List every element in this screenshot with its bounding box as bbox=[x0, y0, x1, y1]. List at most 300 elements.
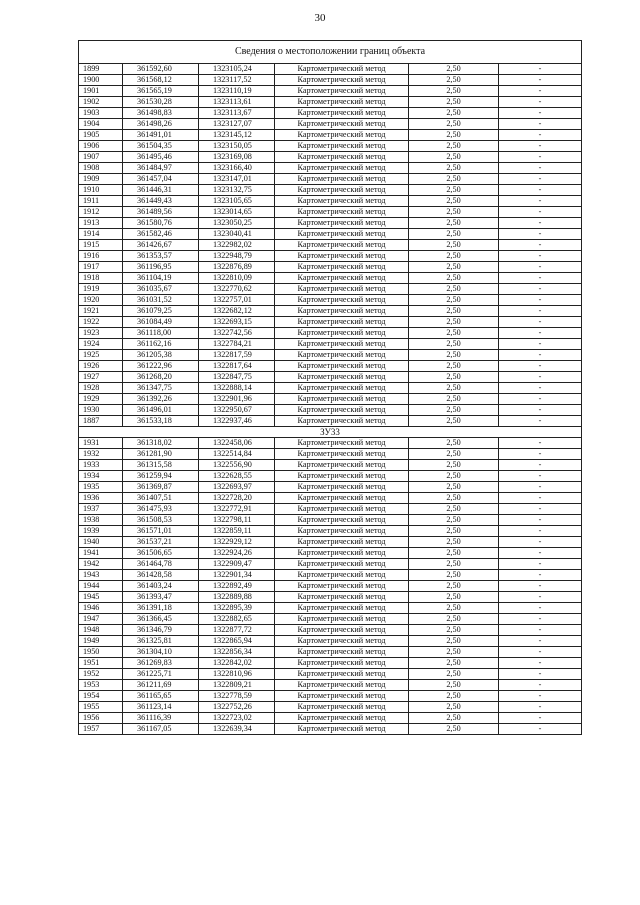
table-row bbox=[79, 526, 582, 537]
point-number-cell: 1916 bbox=[79, 251, 123, 262]
y-coordinate-cell: 1322742,56 bbox=[199, 328, 275, 339]
method-cell: Картометрический метод bbox=[275, 317, 409, 328]
x-coordinate-cell: 361084,49 bbox=[123, 317, 199, 328]
description-cell: - bbox=[499, 537, 582, 548]
accuracy-cell: 2,50 bbox=[409, 152, 499, 163]
accuracy-cell: 2,50 bbox=[409, 548, 499, 559]
point-number-cell: 1955 bbox=[79, 702, 123, 713]
y-coordinate-cell: 1322901,34 bbox=[199, 570, 275, 581]
y-coordinate-cell: 1322950,67 bbox=[199, 405, 275, 416]
description-cell: - bbox=[499, 504, 582, 515]
accuracy-cell: 2,50 bbox=[409, 350, 499, 361]
point-number-cell: 1920 bbox=[79, 295, 123, 306]
table-row bbox=[79, 317, 582, 328]
accuracy-cell: 2,50 bbox=[409, 405, 499, 416]
x-coordinate-cell: 361196,95 bbox=[123, 262, 199, 273]
description-cell: - bbox=[499, 603, 582, 614]
table-row bbox=[79, 174, 582, 185]
description-cell: - bbox=[499, 460, 582, 471]
accuracy-cell: 2,50 bbox=[409, 592, 499, 603]
description-cell: - bbox=[499, 581, 582, 592]
point-number-cell: 1906 bbox=[79, 141, 123, 152]
y-coordinate-cell: 1322639,34 bbox=[199, 724, 275, 735]
x-coordinate-cell: 361403,24 bbox=[123, 581, 199, 592]
description-cell: - bbox=[499, 449, 582, 460]
point-number-cell: 1947 bbox=[79, 614, 123, 625]
method-cell: Картометрический метод bbox=[275, 526, 409, 537]
description-cell: - bbox=[499, 702, 582, 713]
accuracy-cell: 2,50 bbox=[409, 218, 499, 229]
table-row bbox=[79, 614, 582, 625]
accuracy-cell: 2,50 bbox=[409, 658, 499, 669]
accuracy-cell: 2,50 bbox=[409, 702, 499, 713]
method-cell: Картометрический метод bbox=[275, 504, 409, 515]
x-coordinate-cell: 361580,76 bbox=[123, 218, 199, 229]
table-row bbox=[79, 141, 582, 152]
accuracy-cell: 2,50 bbox=[409, 207, 499, 218]
y-coordinate-cell: 1322723,02 bbox=[199, 713, 275, 724]
y-coordinate-cell: 1322810,09 bbox=[199, 273, 275, 284]
description-cell: - bbox=[499, 570, 582, 581]
description-cell: - bbox=[499, 152, 582, 163]
y-coordinate-cell: 1322901,96 bbox=[199, 394, 275, 405]
y-coordinate-cell: 1323166,40 bbox=[199, 163, 275, 174]
description-cell: - bbox=[499, 108, 582, 119]
accuracy-cell: 2,50 bbox=[409, 262, 499, 273]
description-cell: - bbox=[499, 262, 582, 273]
accuracy-cell: 2,50 bbox=[409, 493, 499, 504]
method-cell: Картометрический метод bbox=[275, 405, 409, 416]
x-coordinate-cell: 361222,96 bbox=[123, 361, 199, 372]
point-number-cell: 1928 bbox=[79, 383, 123, 394]
method-cell: Картометрический метод bbox=[275, 702, 409, 713]
description-cell: - bbox=[499, 284, 582, 295]
table-row bbox=[79, 559, 582, 570]
method-cell: Картометрический метод bbox=[275, 284, 409, 295]
table-caption-row bbox=[79, 41, 582, 64]
description-cell: - bbox=[499, 273, 582, 284]
point-number-cell: 1926 bbox=[79, 361, 123, 372]
description-cell: - bbox=[499, 559, 582, 570]
x-coordinate-cell: 361592,60 bbox=[123, 64, 199, 75]
x-coordinate-cell: 361565,19 bbox=[123, 86, 199, 97]
y-coordinate-cell: 1322682,12 bbox=[199, 306, 275, 317]
table-row bbox=[79, 625, 582, 636]
y-coordinate-cell: 1322895,39 bbox=[199, 603, 275, 614]
accuracy-cell: 2,50 bbox=[409, 108, 499, 119]
method-cell: Картометрический метод bbox=[275, 482, 409, 493]
y-coordinate-cell: 1322948,79 bbox=[199, 251, 275, 262]
method-cell: Картометрический метод bbox=[275, 548, 409, 559]
x-coordinate-cell: 361325,81 bbox=[123, 636, 199, 647]
y-coordinate-cell: 1322859,11 bbox=[199, 526, 275, 537]
description-cell: - bbox=[499, 372, 582, 383]
boundary-coordinates-table bbox=[78, 40, 582, 735]
point-number-cell: 1950 bbox=[79, 647, 123, 658]
table-row bbox=[79, 460, 582, 471]
y-coordinate-cell: 1322889,88 bbox=[199, 592, 275, 603]
y-coordinate-cell: 1322810,96 bbox=[199, 669, 275, 680]
accuracy-cell: 2,50 bbox=[409, 383, 499, 394]
section-row bbox=[79, 427, 582, 438]
y-coordinate-cell: 1322514,84 bbox=[199, 449, 275, 460]
x-coordinate-cell: 361464,78 bbox=[123, 559, 199, 570]
description-cell: - bbox=[499, 75, 582, 86]
x-coordinate-cell: 361392,26 bbox=[123, 394, 199, 405]
point-number-cell: 1904 bbox=[79, 119, 123, 130]
accuracy-cell: 2,50 bbox=[409, 130, 499, 141]
x-coordinate-cell: 361318,02 bbox=[123, 438, 199, 449]
x-coordinate-cell: 361428,58 bbox=[123, 570, 199, 581]
x-coordinate-cell: 361475,93 bbox=[123, 504, 199, 515]
description-cell: - bbox=[499, 163, 582, 174]
y-coordinate-cell: 1323145,12 bbox=[199, 130, 275, 141]
table-row bbox=[79, 75, 582, 86]
point-number-cell: 1943 bbox=[79, 570, 123, 581]
y-coordinate-cell: 1323113,61 bbox=[199, 97, 275, 108]
table-row bbox=[79, 229, 582, 240]
description-cell: - bbox=[499, 405, 582, 416]
description-cell: - bbox=[499, 317, 582, 328]
point-number-cell: 1957 bbox=[79, 724, 123, 735]
description-cell: - bbox=[499, 185, 582, 196]
description-cell: - bbox=[499, 130, 582, 141]
x-coordinate-cell: 361506,65 bbox=[123, 548, 199, 559]
accuracy-cell: 2,50 bbox=[409, 515, 499, 526]
table-row bbox=[79, 515, 582, 526]
accuracy-cell: 2,50 bbox=[409, 141, 499, 152]
x-coordinate-cell: 361281,90 bbox=[123, 449, 199, 460]
table-row bbox=[79, 350, 582, 361]
description-cell: - bbox=[499, 328, 582, 339]
x-coordinate-cell: 361104,19 bbox=[123, 273, 199, 284]
accuracy-cell: 2,50 bbox=[409, 526, 499, 537]
point-number-cell: 1949 bbox=[79, 636, 123, 647]
table-row bbox=[79, 372, 582, 383]
x-coordinate-cell: 361225,71 bbox=[123, 669, 199, 680]
y-coordinate-cell: 1322693,97 bbox=[199, 482, 275, 493]
x-coordinate-cell: 361530,28 bbox=[123, 97, 199, 108]
point-number-cell: 1922 bbox=[79, 317, 123, 328]
description-cell: - bbox=[499, 482, 582, 493]
table-row bbox=[79, 482, 582, 493]
description-cell: - bbox=[499, 207, 582, 218]
table-row bbox=[79, 218, 582, 229]
description-cell: - bbox=[499, 350, 582, 361]
point-number-cell: 1918 bbox=[79, 273, 123, 284]
point-number-cell: 1945 bbox=[79, 592, 123, 603]
accuracy-cell: 2,50 bbox=[409, 680, 499, 691]
method-cell: Картометрический метод bbox=[275, 295, 409, 306]
description-cell: - bbox=[499, 97, 582, 108]
y-coordinate-cell: 1322728,20 bbox=[199, 493, 275, 504]
table-row bbox=[79, 713, 582, 724]
y-coordinate-cell: 1322982,02 bbox=[199, 240, 275, 251]
table-row bbox=[79, 394, 582, 405]
x-coordinate-cell: 361304,10 bbox=[123, 647, 199, 658]
description-cell: - bbox=[499, 383, 582, 394]
point-number-cell: 1912 bbox=[79, 207, 123, 218]
method-cell: Картометрический метод bbox=[275, 449, 409, 460]
point-number-cell: 1924 bbox=[79, 339, 123, 350]
table-row bbox=[79, 240, 582, 251]
accuracy-cell: 2,50 bbox=[409, 75, 499, 86]
x-coordinate-cell: 361496,01 bbox=[123, 405, 199, 416]
x-coordinate-cell: 361205,38 bbox=[123, 350, 199, 361]
point-number-cell: 1901 bbox=[79, 86, 123, 97]
accuracy-cell: 2,50 bbox=[409, 339, 499, 350]
x-coordinate-cell: 361211,69 bbox=[123, 680, 199, 691]
accuracy-cell: 2,50 bbox=[409, 504, 499, 515]
method-cell: Картометрический метод bbox=[275, 218, 409, 229]
x-coordinate-cell: 361449,43 bbox=[123, 196, 199, 207]
method-cell: Картометрический метод bbox=[275, 207, 409, 218]
table-row bbox=[79, 339, 582, 350]
x-coordinate-cell: 361457,04 bbox=[123, 174, 199, 185]
y-coordinate-cell: 1323105,24 bbox=[199, 64, 275, 75]
accuracy-cell: 2,50 bbox=[409, 174, 499, 185]
description-cell: - bbox=[499, 493, 582, 504]
table-row bbox=[79, 383, 582, 394]
description-cell: - bbox=[499, 592, 582, 603]
description-cell: - bbox=[499, 64, 582, 75]
table-row bbox=[79, 64, 582, 75]
y-coordinate-cell: 1323117,52 bbox=[199, 75, 275, 86]
table-row bbox=[79, 570, 582, 581]
method-cell: Картометрический метод bbox=[275, 658, 409, 669]
y-coordinate-cell: 1322909,47 bbox=[199, 559, 275, 570]
x-coordinate-cell: 361118,00 bbox=[123, 328, 199, 339]
description-cell: - bbox=[499, 196, 582, 207]
description-cell: - bbox=[499, 174, 582, 185]
y-coordinate-cell: 1323110,19 bbox=[199, 86, 275, 97]
table-row bbox=[79, 603, 582, 614]
table-row bbox=[79, 119, 582, 130]
table-row bbox=[79, 592, 582, 603]
point-number-cell: 1944 bbox=[79, 581, 123, 592]
method-cell: Картометрический метод bbox=[275, 119, 409, 130]
y-coordinate-cell: 1322752,26 bbox=[199, 702, 275, 713]
point-number-cell: 1887 bbox=[79, 416, 123, 427]
point-number-cell: 1953 bbox=[79, 680, 123, 691]
description-cell: - bbox=[499, 251, 582, 262]
description-cell: - bbox=[499, 141, 582, 152]
x-coordinate-cell: 361353,57 bbox=[123, 251, 199, 262]
table-row bbox=[79, 251, 582, 262]
table-row bbox=[79, 295, 582, 306]
method-cell: Картометрический метод bbox=[275, 185, 409, 196]
x-coordinate-cell: 361269,83 bbox=[123, 658, 199, 669]
description-cell: - bbox=[499, 713, 582, 724]
accuracy-cell: 2,50 bbox=[409, 625, 499, 636]
method-cell: Картометрический метод bbox=[275, 273, 409, 284]
method-cell: Картометрический метод bbox=[275, 75, 409, 86]
x-coordinate-cell: 361079,25 bbox=[123, 306, 199, 317]
point-number-cell: 1934 bbox=[79, 471, 123, 482]
y-coordinate-cell: 1322817,59 bbox=[199, 350, 275, 361]
accuracy-cell: 2,50 bbox=[409, 64, 499, 75]
accuracy-cell: 2,50 bbox=[409, 537, 499, 548]
x-coordinate-cell: 361407,51 bbox=[123, 493, 199, 504]
y-coordinate-cell: 1322817,64 bbox=[199, 361, 275, 372]
table-row bbox=[79, 438, 582, 449]
x-coordinate-cell: 361347,75 bbox=[123, 383, 199, 394]
description-cell: - bbox=[499, 394, 582, 405]
table-row bbox=[79, 284, 582, 295]
method-cell: Картометрический метод bbox=[275, 559, 409, 570]
accuracy-cell: 2,50 bbox=[409, 229, 499, 240]
method-cell: Картометрический метод bbox=[275, 86, 409, 97]
x-coordinate-cell: 361346,79 bbox=[123, 625, 199, 636]
table-row bbox=[79, 306, 582, 317]
point-number-cell: 1952 bbox=[79, 669, 123, 680]
y-coordinate-cell: 1322924,26 bbox=[199, 548, 275, 559]
point-number-cell: 1940 bbox=[79, 537, 123, 548]
table-row bbox=[79, 702, 582, 713]
method-cell: Картометрический метод bbox=[275, 713, 409, 724]
point-number-cell: 1921 bbox=[79, 306, 123, 317]
description-cell: - bbox=[499, 515, 582, 526]
x-coordinate-cell: 361484,97 bbox=[123, 163, 199, 174]
description-cell: - bbox=[499, 548, 582, 559]
description-cell: - bbox=[499, 438, 582, 449]
y-coordinate-cell: 1323050,25 bbox=[199, 218, 275, 229]
point-number-cell: 1956 bbox=[79, 713, 123, 724]
x-coordinate-cell: 361391,18 bbox=[123, 603, 199, 614]
description-cell: - bbox=[499, 339, 582, 350]
description-cell: - bbox=[499, 526, 582, 537]
y-coordinate-cell: 1322757,01 bbox=[199, 295, 275, 306]
method-cell: Картометрический метод bbox=[275, 460, 409, 471]
table-row bbox=[79, 658, 582, 669]
accuracy-cell: 2,50 bbox=[409, 119, 499, 130]
point-number-cell: 1942 bbox=[79, 559, 123, 570]
y-coordinate-cell: 1322809,21 bbox=[199, 680, 275, 691]
point-number-cell: 1941 bbox=[79, 548, 123, 559]
table-row bbox=[79, 262, 582, 273]
table-row bbox=[79, 581, 582, 592]
method-cell: Картометрический метод bbox=[275, 493, 409, 504]
method-cell: Картометрический метод bbox=[275, 603, 409, 614]
table-row bbox=[79, 647, 582, 658]
method-cell: Картометрический метод bbox=[275, 339, 409, 350]
point-number-cell: 1914 bbox=[79, 229, 123, 240]
x-coordinate-cell: 361165,65 bbox=[123, 691, 199, 702]
y-coordinate-cell: 1323014,65 bbox=[199, 207, 275, 218]
accuracy-cell: 2,50 bbox=[409, 86, 499, 97]
x-coordinate-cell: 361508,53 bbox=[123, 515, 199, 526]
x-coordinate-cell: 361369,87 bbox=[123, 482, 199, 493]
method-cell: Картометрический метод bbox=[275, 614, 409, 625]
y-coordinate-cell: 1322847,75 bbox=[199, 372, 275, 383]
table-row bbox=[79, 548, 582, 559]
table-row bbox=[79, 152, 582, 163]
accuracy-cell: 2,50 bbox=[409, 570, 499, 581]
point-number-cell: 1932 bbox=[79, 449, 123, 460]
method-cell: Картометрический метод bbox=[275, 240, 409, 251]
method-cell: Картометрический метод bbox=[275, 680, 409, 691]
description-cell: - bbox=[499, 724, 582, 735]
method-cell: Картометрический метод bbox=[275, 570, 409, 581]
x-coordinate-cell: 361537,21 bbox=[123, 537, 199, 548]
y-coordinate-cell: 1322772,91 bbox=[199, 504, 275, 515]
table-row bbox=[79, 416, 582, 427]
accuracy-cell: 2,50 bbox=[409, 163, 499, 174]
method-cell: Картометрический метод bbox=[275, 416, 409, 427]
accuracy-cell: 2,50 bbox=[409, 273, 499, 284]
accuracy-cell: 2,50 bbox=[409, 185, 499, 196]
table-row bbox=[79, 405, 582, 416]
point-number-cell: 1899 bbox=[79, 64, 123, 75]
x-coordinate-cell: 361498,26 bbox=[123, 119, 199, 130]
y-coordinate-cell: 1322784,21 bbox=[199, 339, 275, 350]
y-coordinate-cell: 1322778,59 bbox=[199, 691, 275, 702]
point-number-cell: 1936 bbox=[79, 493, 123, 504]
y-coordinate-cell: 1323127,07 bbox=[199, 119, 275, 130]
table-row bbox=[79, 724, 582, 735]
point-number-cell: 1933 bbox=[79, 460, 123, 471]
method-cell: Картометрический метод bbox=[275, 383, 409, 394]
table-row bbox=[79, 636, 582, 647]
method-cell: Картометрический метод bbox=[275, 361, 409, 372]
y-coordinate-cell: 1322842,02 bbox=[199, 658, 275, 669]
description-cell: - bbox=[499, 625, 582, 636]
accuracy-cell: 2,50 bbox=[409, 482, 499, 493]
x-coordinate-cell: 361495,46 bbox=[123, 152, 199, 163]
description-cell: - bbox=[499, 119, 582, 130]
description-cell: - bbox=[499, 361, 582, 372]
accuracy-cell: 2,50 bbox=[409, 713, 499, 724]
x-coordinate-cell: 361489,56 bbox=[123, 207, 199, 218]
table-row bbox=[79, 680, 582, 691]
accuracy-cell: 2,50 bbox=[409, 691, 499, 702]
point-number-cell: 1937 bbox=[79, 504, 123, 515]
table-title: Сведения о местоположении границ объекта bbox=[79, 41, 582, 64]
method-cell: Картометрический метод bbox=[275, 350, 409, 361]
point-number-cell: 1948 bbox=[79, 625, 123, 636]
accuracy-cell: 2,50 bbox=[409, 636, 499, 647]
method-cell: Картометрический метод bbox=[275, 724, 409, 735]
accuracy-cell: 2,50 bbox=[409, 724, 499, 735]
y-coordinate-cell: 1322856,34 bbox=[199, 647, 275, 658]
accuracy-cell: 2,50 bbox=[409, 361, 499, 372]
y-coordinate-cell: 1322798,11 bbox=[199, 515, 275, 526]
method-cell: Картометрический метод bbox=[275, 97, 409, 108]
point-number-cell: 1939 bbox=[79, 526, 123, 537]
y-coordinate-cell: 1323169,08 bbox=[199, 152, 275, 163]
accuracy-cell: 2,50 bbox=[409, 471, 499, 482]
x-coordinate-cell: 361426,67 bbox=[123, 240, 199, 251]
accuracy-cell: 2,50 bbox=[409, 240, 499, 251]
accuracy-cell: 2,50 bbox=[409, 295, 499, 306]
description-cell: - bbox=[499, 295, 582, 306]
description-cell: - bbox=[499, 416, 582, 427]
x-coordinate-cell: 361035,67 bbox=[123, 284, 199, 295]
point-number-cell: 1929 bbox=[79, 394, 123, 405]
description-cell: - bbox=[499, 669, 582, 680]
point-number-cell: 1917 bbox=[79, 262, 123, 273]
method-cell: Картометрический метод bbox=[275, 636, 409, 647]
table-row bbox=[79, 493, 582, 504]
table-row bbox=[79, 185, 582, 196]
method-cell: Картометрический метод bbox=[275, 515, 409, 526]
y-coordinate-cell: 1322628,55 bbox=[199, 471, 275, 482]
method-cell: Картометрический метод bbox=[275, 394, 409, 405]
y-coordinate-cell: 1322458,06 bbox=[199, 438, 275, 449]
point-number-cell: 1900 bbox=[79, 75, 123, 86]
y-coordinate-cell: 1323113,67 bbox=[199, 108, 275, 119]
point-number-cell: 1951 bbox=[79, 658, 123, 669]
